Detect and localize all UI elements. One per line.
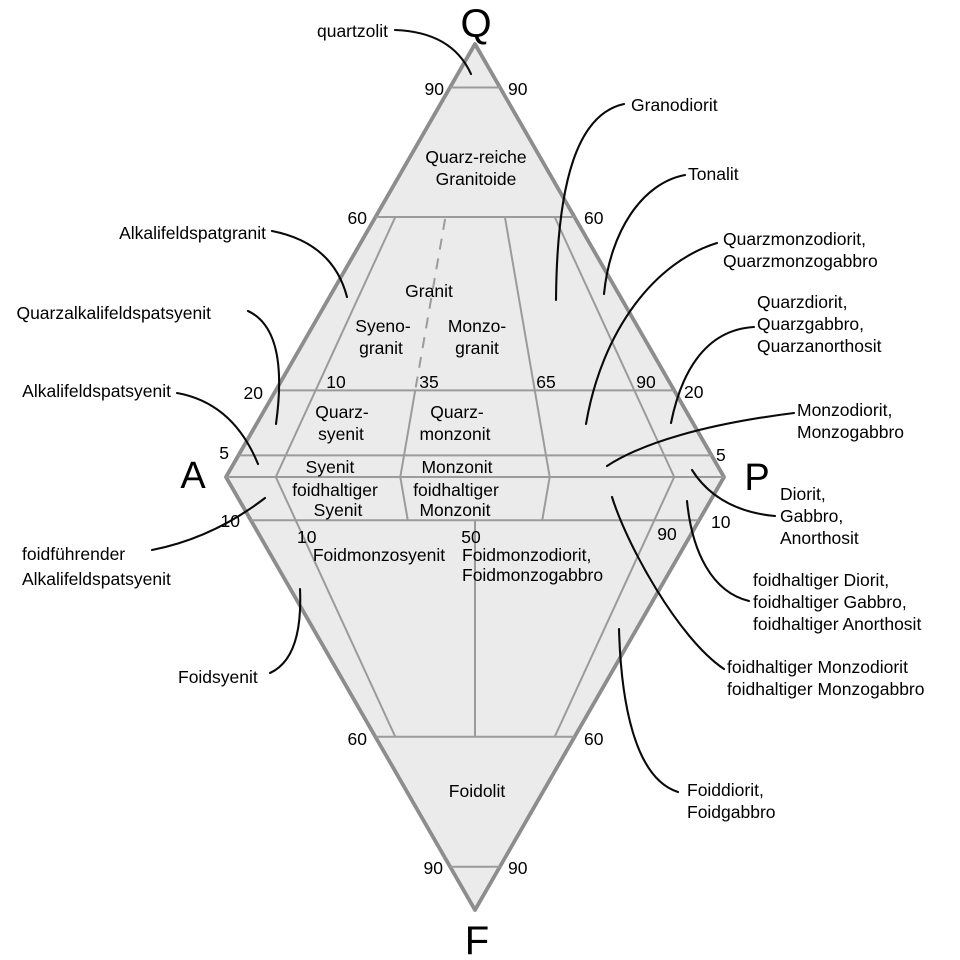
callout-quarzdiorit-line3: Quarzanorthosit (757, 336, 882, 356)
callout-monzodiorit-line2: Monzogabbro (797, 422, 905, 442)
tonalit-leader (604, 175, 685, 294)
callout-quarzmonzodiorit-line2: Quarzmonzogabbro (723, 251, 878, 271)
callout-alkalifeldspatsyenit: Alkalifeldspatsyenit (22, 381, 171, 401)
field-foidmonzodiorit-line1: Foidmonzodiorit, (462, 545, 592, 565)
field-monzogranit-line1: Monzo- (447, 316, 507, 336)
vertex-a: A (180, 455, 206, 497)
callout-granodiorit: Granodiorit (631, 95, 718, 115)
tick-q20-right: 20 (684, 382, 704, 402)
tick-ratio65: 65 (536, 372, 556, 392)
field-quarzsyenit-line1: Quarz- (315, 402, 369, 422)
tick-ratio35: 35 (419, 372, 439, 392)
tick-q20-left: 20 (243, 383, 263, 403)
field-quarzreiche-granitoide-line1: Quarz-reiche (425, 147, 527, 167)
tick-lower-ratio90: 90 (657, 524, 677, 544)
callout-foidsyenit: Foidsyenit (178, 667, 258, 687)
field-granit: Granit (405, 281, 453, 301)
callout-quarzalkalifeldspatsyenit: Quarzalkalifeldspatsyenit (16, 303, 211, 323)
field-foidolit: Foidolit (448, 781, 506, 801)
tick-f60-left: 60 (347, 729, 367, 749)
tick-ratio10: 10 (326, 372, 346, 392)
tick-f60-right: 60 (584, 729, 604, 749)
callout-foidfuehrender-line1: foidführender (22, 544, 126, 564)
callout-tonalit: Tonalit (688, 164, 739, 184)
field-syenogranit-line2: granit (359, 338, 403, 358)
tick-q90-left: 90 (424, 79, 444, 99)
tick-q5-left: 5 (219, 443, 229, 463)
field-foidmonzosyenit: Foidmonzosyenit (312, 545, 446, 565)
callout-foidhaltiger-diorit-line1: foidhaltiger Diorit, (753, 570, 890, 590)
field-quarzreiche-granitoide-line2: Granitoide (435, 169, 517, 189)
field-foidhaltiger-monzonit-line1: foidhaltiger (413, 480, 499, 500)
field-quarzsyenit-line2: syenit (318, 424, 364, 444)
callout-diorit-line1: Diorit, (780, 484, 826, 504)
field-syenogranit-line1: Syeno- (355, 316, 411, 336)
vertex-p: P (744, 457, 770, 499)
vertex-q: Q (460, 2, 492, 46)
callout-quartzolit: quartzolit (316, 21, 388, 41)
field-quarzmonzonit-line1: Quarz- (430, 402, 484, 422)
callout-foidfuehrender-line2: Alkalifeldspatsyenit (22, 569, 171, 589)
callout-monzodiorit-line1: Monzodiorit, (797, 400, 893, 420)
tick-q60-left: 60 (347, 208, 367, 228)
field-syenit: Syenit (305, 457, 355, 477)
tick-f10-left: 10 (220, 511, 240, 531)
foiddiorit-leader (619, 629, 678, 792)
field-monzonit: Monzonit (421, 457, 493, 477)
callout-foiddiorit-line2: Foidgabbro (687, 802, 776, 822)
tick-f10-right: 10 (711, 512, 731, 532)
tick-q5-right: 5 (716, 445, 726, 465)
tick-ratio90: 90 (636, 372, 656, 392)
tick-f90-right: 90 (508, 858, 528, 878)
tick-q60-right: 60 (584, 208, 604, 228)
callout-foidhaltiger-monzodiorit-line1: foidhaltiger Monzodiorit (727, 657, 908, 677)
tick-lower-ratio10: 10 (297, 527, 317, 547)
field-quarzmonzonit-line2: monzonit (419, 424, 491, 444)
callout-quarzdiorit-line2: Quarzgabbro, (757, 314, 865, 334)
callout-foidhaltiger-diorit-line2: foidhaltiger Gabbro, (753, 592, 907, 612)
callout-foiddiorit-line1: Foiddiorit, (687, 780, 764, 800)
tick-q90-right: 90 (508, 79, 528, 99)
tick-f90-left: 90 (423, 858, 443, 878)
callout-foidhaltiger-diorit-line3: foidhaltiger Anorthosit (753, 614, 922, 634)
callout-foidhaltiger-monzodiorit-line2: foidhaltiger Monzogabbro (727, 679, 925, 699)
field-monzogranit-line2: granit (455, 338, 499, 358)
field-foidmonzodiorit-line2: Foidmonzogabbro (462, 565, 604, 585)
field-foidhaltiger-syenit-line2: Syenit (313, 500, 363, 520)
callout-diorit-line2: Gabbro, (780, 506, 844, 526)
callout-alkalifeldspatgranit: Alkalifeldspatgranit (119, 223, 266, 243)
field-foidhaltiger-syenit-line1: foidhaltiger (292, 480, 378, 500)
callout-quarzmonzodiorit-line1: Quarzmonzodiorit, (723, 229, 866, 249)
callout-diorit-line3: Anorthosit (780, 528, 859, 548)
tick-lower-ratio50: 50 (461, 527, 481, 547)
callout-quarzdiorit-line1: Quarzdiorit, (757, 292, 848, 312)
vertex-f: F (464, 919, 490, 960)
field-foidhaltiger-monzonit-line2: Monzonit (419, 500, 491, 520)
